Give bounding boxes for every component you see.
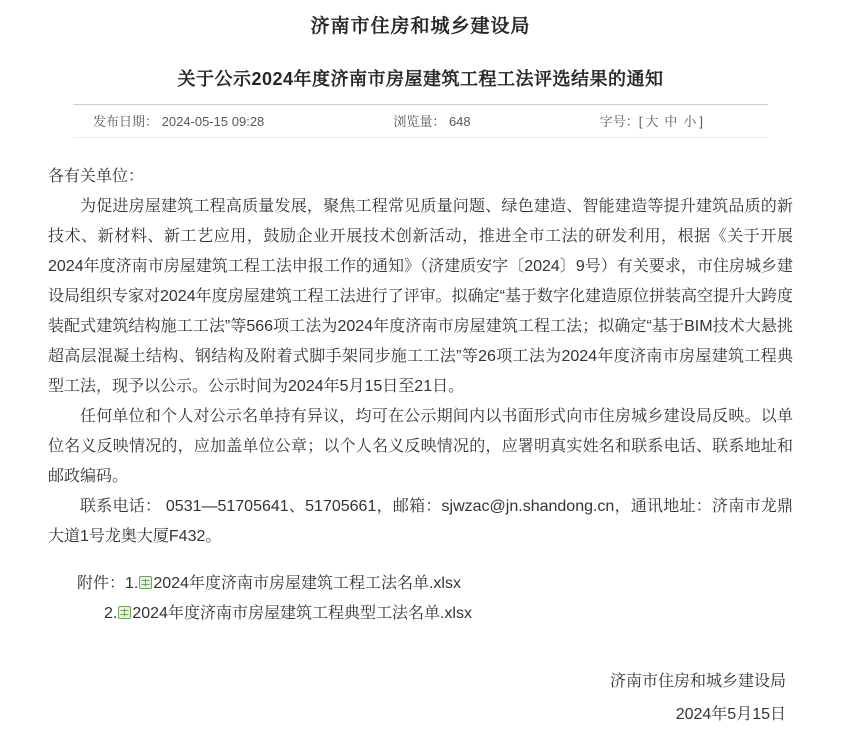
document-title: 关于公示2024年度济南市房屋建筑工程工法评选结果的通知 (177, 69, 664, 89)
attachment-2-index: 2. (104, 605, 118, 622)
attachment-1-index: 1. (125, 575, 139, 592)
salutation: 各有关单位： (48, 168, 145, 185)
view-count (264, 111, 599, 130)
attachment-row-1 (77, 569, 793, 599)
font-size-small-button[interactable]: 小 (683, 114, 697, 129)
attachments-section (48, 569, 793, 629)
paragraph-1: 为促进房屋建筑工程高质量发展，聚焦工程常见质量问题、绿色建造、智能建造等提升建筑品质的新技术、新材料、新工艺应用，鼓励企业开展技术创新活动，推进全市工法的研发利用，根据《关于开展2024年度济南市房屋建筑工程工法申报工作的通知》（济建质安字〔2024〕9号）有关要求，市住房城乡建设局组织专家对2024年度房屋建筑工程工法进行了评审。拟确定“基于数字化建造原位拼装高空提升大跨度装配式建筑结构施工工法”等566项工法为2024年度济南市房屋建筑工程工法；拟确定“基于BIM技术大悬挑超高层混凝土结构、钢结构及附着式脚手架同步施工工法”等26项工法为2024年度济南市房屋建筑工程典型工法，现予以公示。公示时间为2024年5月15日至21日。 (48, 198, 793, 395)
meta-bar (73, 104, 768, 138)
view-count-value: 648 (448, 114, 471, 129)
excel-file-icon (118, 606, 131, 619)
publish-date (93, 111, 264, 130)
bracket-close: ] (699, 114, 703, 129)
font-size-switcher (600, 111, 703, 130)
font-size-medium-button[interactable]: 中 (664, 114, 678, 129)
signature-org: 济南市住房和城乡建设局 (609, 673, 786, 690)
attachment-row-2 (104, 599, 793, 629)
page-title: 济南市住房和城乡建设局 (310, 16, 531, 37)
attachment-2-link[interactable]: 2024年度济南市房屋建筑工程典型工法名单.xlsx (132, 605, 472, 622)
attachment-1-link[interactable]: 2024年度济南市房屋建筑工程工法名单.xlsx (153, 575, 461, 592)
document-body (0, 162, 841, 731)
excel-file-icon (139, 576, 152, 589)
font-size-large-button[interactable]: 大 (645, 114, 659, 129)
view-count-label: 浏览量： (393, 114, 446, 129)
signature-date: 2024年5月15日 (675, 706, 786, 723)
publish-date-label: 发布日期： (93, 114, 159, 129)
paragraph-2: 任何单位和个人对公示名单持有异议，均可在公示期间内以书面形式向市住房城乡建设局反映。以单位名义反映情况的，应加盖单位公章；以个人名义反映情况的，应署明真实姓名和联系电话、联系地址和邮政编码。 (48, 408, 793, 485)
font-size-label: 字号： (599, 114, 639, 129)
signature-block (48, 665, 793, 731)
bracket-open: [ (638, 114, 643, 129)
paragraph-3-contact: 联系电话： 0531—51705641、51705661，邮箱：sjwzac@jn.shandong.cn，通讯地址：济南市龙鼎大道1号龙奥大厦F432。 (48, 498, 793, 545)
attachments-label: 附件： (77, 575, 126, 592)
publish-date-value: 2024-05-15 09:28 (161, 114, 265, 129)
